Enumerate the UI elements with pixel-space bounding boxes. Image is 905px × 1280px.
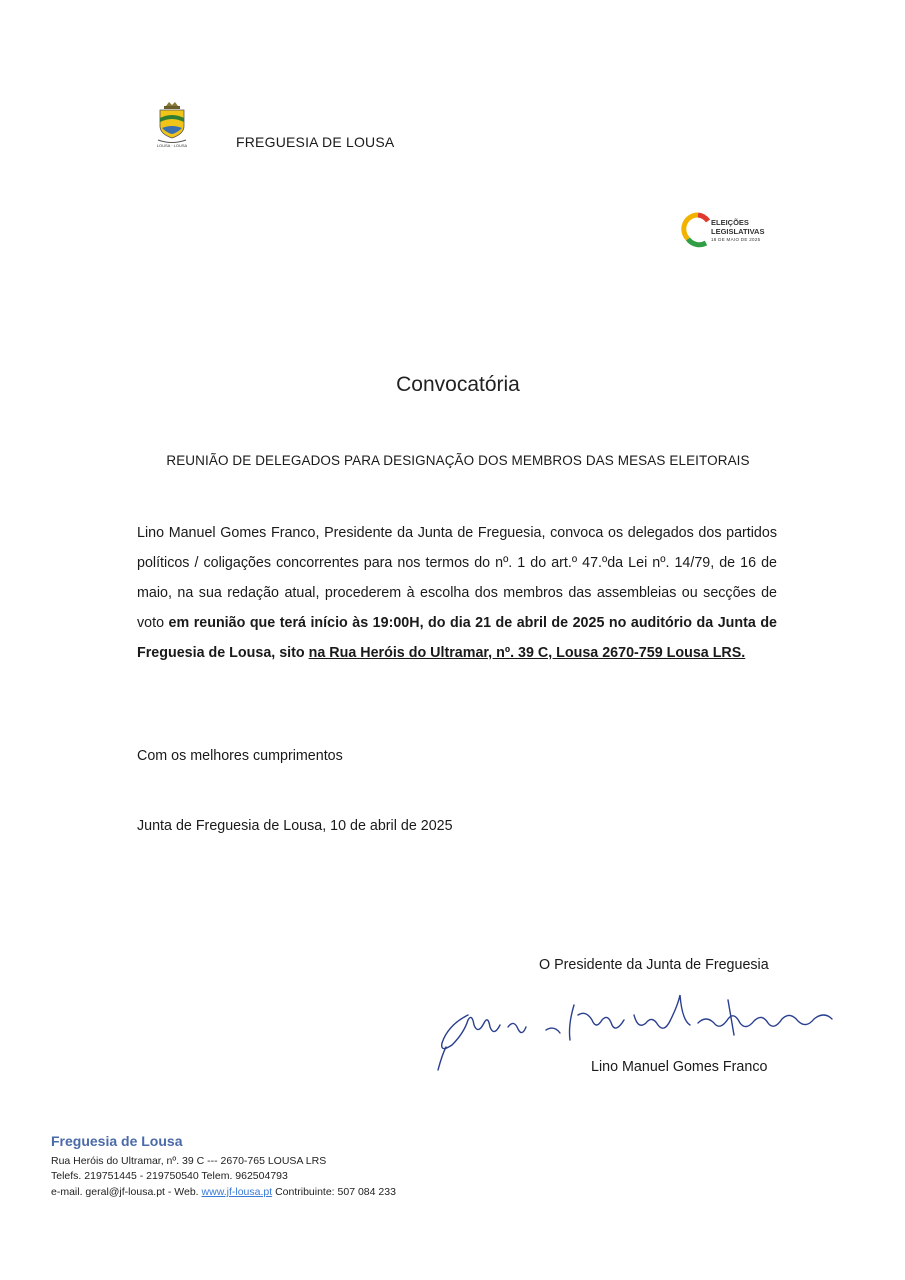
elections-logo-date: 18 DE MAIO DE 2025 xyxy=(711,237,761,242)
elections-logo-line2: LEGISLATIVAS xyxy=(711,226,765,236)
footer-phones: Telefs. 219751445 - 219750540 Telem. 962504793 xyxy=(51,1170,288,1182)
parish-crest-logo xyxy=(152,100,192,148)
document-subtitle: REUNIÃO DE DELEGADOS PARA DESIGNAÇÃO DOS MEMBROS DAS MESAS ELEITORAIS xyxy=(166,453,750,468)
elections-logo-text xyxy=(711,219,764,245)
body-plain-text: Lino Manuel Gomes Franco, Presidente da Junta de Freguesia, convoca os delegados dos partidos políticos / coligações concorrentes para nos termos do nº. 1 do art.º 47.ºda Lei nº. 14/79, de 16 de maio, na sua redação atual, procederem à escolha dos membros das assembleias ou secções de voto xyxy=(137,525,777,631)
footer-address: Rua Heróis do Ultramar, nº. 39 C --- 2670-765 LOUSA LRS xyxy=(51,1155,327,1167)
signature-title: O Presidente da Junta de Freguesia xyxy=(539,957,769,973)
svg-text:LOUSA · LOUSA: LOUSA · LOUSA xyxy=(156,143,188,148)
body-bold-text: em reunião que terá início às 19:00H, do dia 21 de abril de 2025 no auditório da Junta de Freguesia de Lousa, sito xyxy=(137,615,777,661)
closing-text: Com os melhores cumprimentos xyxy=(137,748,343,764)
signatory-name: Lino Manuel Gomes Franco xyxy=(591,1059,768,1075)
place-date-text: Junta de Freguesia de Lousa, 10 de abril de 2025 xyxy=(137,818,453,834)
document-title: Convocatória xyxy=(396,373,520,396)
elections-logo-line1: ELEIÇÕES xyxy=(711,218,749,227)
body-address-underlined: na Rua Heróis do Ultramar, nº. 39 C, Lousa 2670-759 Lousa LRS. xyxy=(308,645,746,661)
footer-email: e-mail. geral@jf-lousa.pt - Web. xyxy=(51,1186,199,1198)
body-paragraph xyxy=(137,518,777,668)
footer-taxpayer: Contribuinte: 507 084 233 xyxy=(275,1186,396,1198)
footer-organization-name: Freguesia de Lousa xyxy=(51,1133,183,1149)
footer-contact-line xyxy=(51,1186,396,1198)
organization-name: FREGUESIA DE LOUSA xyxy=(236,134,395,150)
footer-website-link[interactable]: www.jf-lousa.pt xyxy=(201,1186,273,1198)
